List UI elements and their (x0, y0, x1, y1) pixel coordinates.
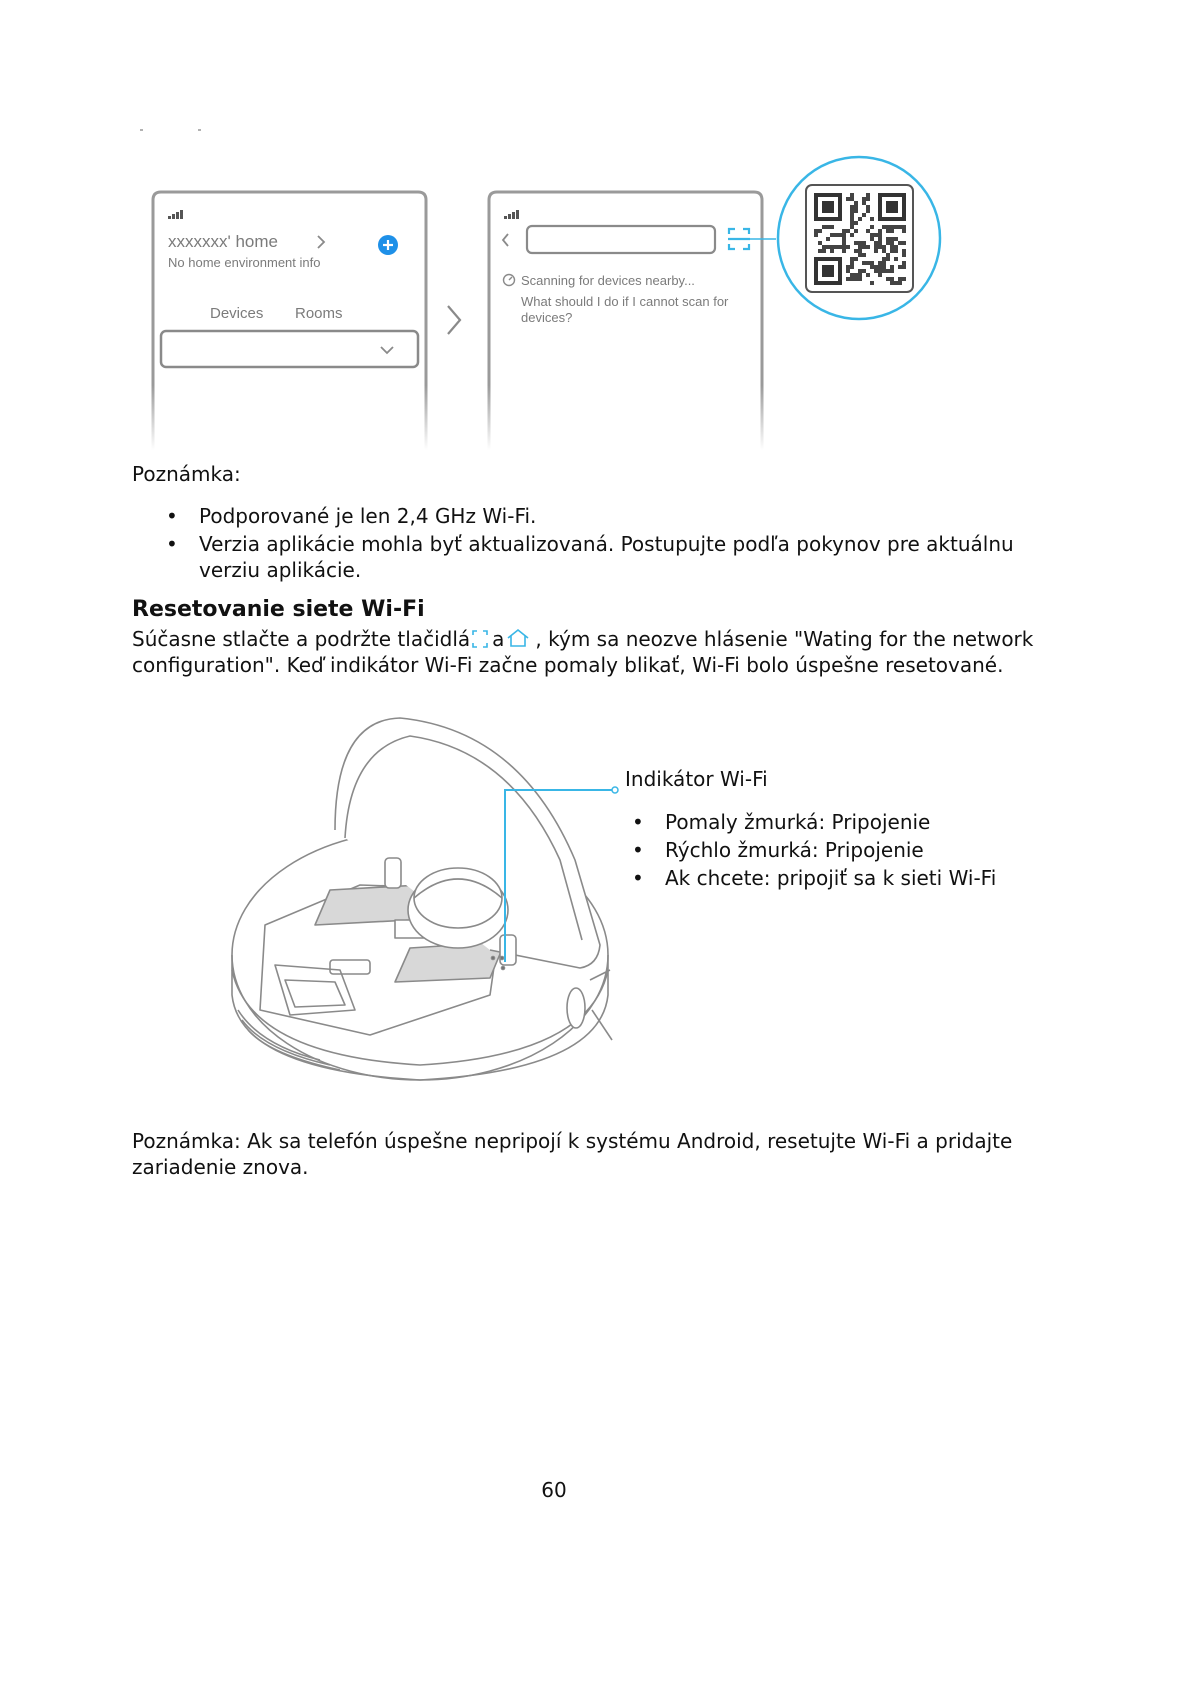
note-list (199, 502, 1099, 558)
reset-text-a: Súčasne stlačte a podržte tlačidlá (132, 627, 471, 651)
note2-line2: zariadenie znova. (132, 1155, 309, 1179)
reset-instructions-line2: configuration". Keď indikátor Wi-Fi začne pomaly blikať, Wi-Fi bolo úspešne resetované. (132, 653, 1004, 677)
home-subtitle: No home environment info (168, 255, 321, 270)
reset-text-c: , kým sa neozve hlásenie "Wating for the network (535, 627, 1034, 651)
phone-screen-home (153, 192, 426, 450)
note-item: • Podporované je len 2,4 GHz Wi-Fi. (199, 502, 1099, 530)
add-device-button[interactable] (378, 235, 398, 255)
app-screens-figure (130, 120, 1030, 480)
note-title: Poznámka: (132, 462, 241, 486)
indicator-list (665, 808, 1105, 892)
scanning-status: Scanning for devices nearby... (521, 273, 695, 288)
device-dropdown[interactable] (161, 331, 418, 367)
home-title[interactable]: xxxxxxx' home (168, 232, 278, 251)
search-input[interactable] (527, 226, 715, 253)
note2-line1: Poznámka: Ak sa telefón úspešne nepripojí k systému Android, resetujte Wi-Fi a pridajte (132, 1129, 1013, 1153)
reset-instructions-line1 (132, 625, 1033, 653)
indicator-item: • Rýchlo žmurká: Pripojenie (665, 836, 1105, 864)
tab-devices[interactable]: Devices (210, 305, 264, 322)
note-item-continuation: verziu aplikácie. (199, 558, 362, 582)
phone-screen-scan (489, 192, 776, 450)
reset-text-b: a (492, 627, 505, 651)
home-button-icon (505, 628, 531, 648)
help-link[interactable]: What should I do if I cannot scan for (521, 294, 729, 309)
help-link-cont[interactable]: devices? (521, 310, 573, 325)
indicator-item: • Pomaly žmurká: Pripojenie (665, 808, 1105, 836)
next-arrow-icon (448, 306, 460, 334)
scan-qr-icon[interactable] (728, 229, 750, 249)
power-button-icon (472, 630, 488, 648)
indicator-item: • Ak chcete: pripojiť sa k sieti Wi-Fi (665, 864, 1105, 892)
qr-code-callout (778, 157, 940, 319)
back-icon[interactable] (503, 234, 508, 246)
note-item: • Verzia aplikácie mohla byť aktualizovaná. Postupujte podľa pokynov pre aktuálnu (199, 530, 1099, 558)
page-number: 60 (541, 1478, 567, 1502)
signal-icon (168, 210, 183, 219)
tab-rooms[interactable]: Rooms (295, 305, 343, 322)
refresh-icon (504, 275, 515, 286)
indicator-callout-line (495, 780, 625, 965)
signal-icon (504, 210, 519, 219)
indicator-title: Indikátor Wi-Fi (625, 767, 768, 791)
section-heading: Resetovanie siete Wi-Fi (132, 597, 425, 622)
chevron-right-icon[interactable] (318, 236, 324, 248)
